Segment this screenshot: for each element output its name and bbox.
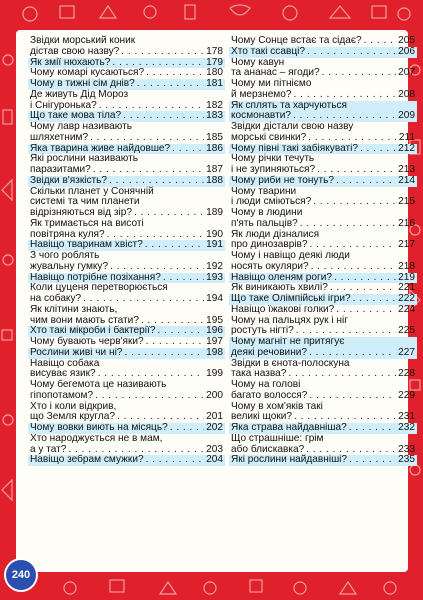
toc-entry-title-line: Чому комарі кусаються? — [30, 67, 145, 79]
dot-leader — [309, 391, 396, 402]
toc-entry-page: 224 — [398, 303, 415, 315]
toc-entry-title-line: жувальну гумку? — [30, 260, 109, 272]
toc-entry — [231, 58, 415, 80]
toc-entry-page: 185 — [206, 131, 223, 143]
dot-leader — [134, 208, 204, 219]
dot-leader — [121, 47, 204, 58]
toc-entry-title-line: відрізняються від зір? — [30, 207, 132, 218]
toc-entry-page: 178 — [206, 45, 223, 57]
toc-entry-title-line: Чому риби не тонуть? — [231, 174, 334, 186]
dot-leader — [170, 423, 204, 434]
toc-entry — [231, 380, 415, 402]
toc-entry — [229, 101, 417, 123]
toc-entry-title-line: Що таке мова тіла? — [30, 110, 122, 122]
toc-entry-title-line: Як клітини знають, — [30, 303, 118, 315]
toc-entry-title-line: Що страшніше: грім — [231, 432, 324, 444]
toc-entry — [229, 47, 417, 58]
toc-entry-page: 213 — [398, 164, 415, 175]
toc-entry — [30, 187, 223, 219]
toc-entry-page: 195 — [206, 314, 223, 326]
dot-leader — [163, 273, 204, 284]
toc-entry-page: 193 — [206, 271, 223, 283]
toc-entry — [30, 402, 223, 424]
toc-entry-title-line: Чому в людини — [231, 207, 303, 218]
toc-entry — [231, 251, 415, 273]
toc-entry-page: 231 — [398, 411, 415, 423]
toc-entry — [28, 176, 225, 187]
dot-leader — [157, 326, 204, 337]
toc-entry-title-line: Звідки дістали свою назву — [231, 121, 354, 132]
toc-entry-title-line: Чому на пальцях рук і ніг — [231, 314, 348, 326]
dot-leader — [336, 305, 396, 316]
toc-entry-title-line: про динозаврів? — [231, 239, 308, 251]
toc-entry — [231, 402, 415, 424]
toc-entry-title-line: гіпопотамом? — [30, 389, 94, 401]
dot-leader — [288, 369, 396, 380]
dot-leader — [146, 455, 205, 466]
toc-entry — [28, 455, 225, 466]
toc-entry-page: 227 — [398, 346, 415, 358]
toc-entry — [28, 348, 225, 359]
toc-entry-title-line: шляхетним? — [30, 131, 89, 143]
toc-entry-title-line: Звідки морський коник — [30, 35, 136, 46]
toc-entry-page: 200 — [206, 389, 223, 401]
toc-entry — [231, 187, 415, 209]
toc-entry-page: 218 — [398, 260, 415, 272]
toc-entry — [30, 154, 223, 176]
toc-entry-title-line: Чому бувають черв'яки? — [30, 336, 144, 347]
toc-entry-title-line: Навіщо собака — [30, 357, 100, 369]
toc-entry — [231, 230, 415, 252]
toc-entry-page: 202 — [206, 422, 223, 433]
toc-entry-title-line: Чому вовки виють на місяць? — [30, 422, 168, 433]
toc-entry-page: 198 — [206, 346, 223, 358]
toc-entry-page: 199 — [206, 368, 223, 380]
toc-entry-title-line: Чому на голові — [231, 379, 301, 390]
toc-entry-page: 201 — [206, 411, 223, 423]
toc-entry — [30, 305, 223, 327]
toc-entry-title-line: великі щоки? — [231, 411, 292, 423]
dot-leader — [307, 47, 396, 58]
dot-leader — [145, 240, 204, 251]
dot-leader — [322, 68, 397, 79]
toc-left-column — [30, 36, 223, 466]
dot-leader — [293, 90, 396, 101]
toc-entry-title-line: Хто і коли відкрив, — [30, 400, 117, 412]
dot-leader — [349, 423, 396, 434]
toc-entry-page: 205 — [398, 35, 415, 46]
toc-entry-title-line: Навіщо зебрам смужки? — [30, 454, 144, 466]
toc-entry-title-line: Хто народжується не в мам, — [30, 432, 163, 444]
toc-entry-title-line: Чому тварини — [231, 185, 297, 197]
toc-entry-title-line: Чому Сонце встає та сідає? — [231, 35, 362, 46]
toc-entry-title-line: Що таке Олімпійські ігри? — [231, 293, 351, 304]
toc-entry-title-line: Скільки планет у Сонячній — [30, 185, 154, 197]
toc-entry-page: 215 — [398, 196, 415, 208]
toc-entry — [231, 122, 415, 144]
toc-entry-page: 191 — [206, 239, 223, 251]
toc-entry-title-line: Як виникають хвилі? — [231, 282, 328, 294]
toc-entry-page: 214 — [398, 174, 415, 186]
toc-entry-page: 222 — [398, 293, 415, 304]
toc-entry-page: 219 — [398, 271, 415, 283]
toc-entry-title-line: або блискавка? — [231, 443, 305, 455]
toc-entry — [30, 359, 223, 381]
dot-leader — [364, 36, 396, 47]
toc-entry-page: 197 — [206, 336, 223, 347]
toc-entry-title-line: та ананас – ягоди? — [231, 67, 320, 79]
toc-entry-page: 221 — [398, 282, 415, 294]
toc-entry-page: 192 — [206, 260, 223, 272]
toc-entry-page: 196 — [206, 325, 223, 337]
toc-entry — [231, 316, 415, 338]
toc-entry-page: 216 — [398, 217, 415, 229]
toc-entry-title-line: Які рослини називають — [30, 153, 139, 165]
toc-right-column — [231, 36, 415, 466]
toc-entry-page: 180 — [206, 67, 223, 79]
toc-entry-page: 179 — [206, 56, 223, 68]
toc-entry-title-line: Навіщо тваринам хвіст? — [30, 239, 143, 251]
dot-leader — [109, 176, 204, 187]
dot-leader — [93, 165, 204, 176]
toc-entry-page: 217 — [398, 239, 415, 251]
toc-entry-page: 183 — [206, 110, 223, 122]
toc-entry — [229, 176, 417, 187]
toc-entry-title-line: Як сплять та харчуються — [231, 99, 347, 111]
toc-entry-page: 186 — [206, 142, 223, 154]
toc-entry-title-line: Чому кавун — [231, 56, 285, 68]
toc-entry-title-line: носять окуляри? — [231, 260, 309, 272]
dot-leader — [146, 337, 204, 348]
toc-entry-title-line: Де живуть Дід Мороз — [30, 88, 129, 100]
toc-entry-page: 209 — [398, 110, 415, 122]
toc-entry-title-line: ростуть нігті? — [231, 325, 294, 337]
toc-entry — [229, 455, 417, 466]
dot-leader — [360, 144, 396, 155]
dot-leader — [300, 219, 396, 230]
toc-entry-title-line: чим вони мають стати? — [30, 314, 139, 326]
toc-entry-title-line: й мерзнемо? — [231, 88, 292, 100]
dot-leader — [313, 197, 396, 208]
dot-leader — [309, 348, 396, 359]
toc-entry-title-line: морські свинки? — [231, 131, 307, 143]
toc-entry-title-line: Хто такі ссавці? — [231, 45, 305, 57]
toc-entry-title-line: Навіщо їжакові голки? — [231, 303, 335, 315]
toc-entry — [30, 90, 223, 112]
toc-entry-title-line: Коли цуценя перетворюється — [30, 282, 168, 294]
toc-entry-page: 232 — [398, 422, 415, 433]
toc-entry-title-line: Хто такі мікроби і бактерії? — [30, 325, 156, 337]
toc-entry — [30, 380, 223, 402]
dot-leader — [334, 273, 396, 284]
toc-entry-title-line: космонавти? — [231, 110, 291, 122]
toc-entry — [30, 36, 223, 58]
toc-entry-title-line: Звідки в єнота-полоскуна — [231, 357, 350, 369]
dot-leader — [123, 111, 204, 122]
toc-entry-page: 187 — [206, 164, 223, 175]
toc-entry-title-line: Як тримається на висоті — [30, 217, 144, 229]
toc-entry — [231, 305, 415, 316]
toc-entry — [231, 434, 415, 456]
toc-entry — [231, 208, 415, 230]
toc-entry-page: 182 — [206, 99, 223, 111]
toc-entry-page: 228 — [398, 368, 415, 380]
toc-entry-page: 189 — [206, 207, 223, 218]
toc-entry — [229, 337, 417, 359]
toc-entry-page: 194 — [206, 293, 223, 304]
toc-entry-title-line: на собаку? — [30, 293, 82, 304]
toc-entry — [231, 154, 415, 176]
toc-entry-page: 206 — [398, 45, 415, 57]
dot-leader — [311, 262, 397, 273]
toc-entry-title-line: Як люди дізналися — [231, 228, 320, 240]
toc-entry-title-line: така назва? — [231, 368, 287, 380]
toc-entry-title-line: Чому ми пітніємо — [231, 78, 312, 89]
toc-entry-title-line: і люди сміються? — [231, 196, 312, 208]
toc-entry-title-line: Навіщо оленям роги? — [231, 271, 332, 283]
toc-entry-title-line: що Земля кругла? — [30, 411, 115, 423]
toc-entry-title-line: Чому річки течуть — [231, 153, 315, 165]
toc-entry-title-line: Чому бегемота це називають — [30, 379, 167, 390]
dot-leader — [308, 133, 397, 144]
toc-entry-title-line: Чому півні такі забіякуваті? — [231, 142, 358, 154]
toc-entry — [30, 251, 223, 273]
dot-leader — [172, 144, 204, 155]
toc-entry-title-line: дістав свою назву? — [30, 45, 120, 57]
toc-entry-title-line: Чому і навіщо деякі люди — [231, 250, 350, 261]
toc-entry — [30, 122, 223, 144]
toc-entry — [231, 79, 415, 101]
toc-entry-page: 225 — [398, 325, 415, 337]
toc-entry-title-line: системі та чим планети — [30, 196, 140, 208]
toc-entry-title-line: і не зупиняються? — [231, 164, 316, 175]
toc-entry-title-line: Яка страва найдавніша? — [231, 422, 347, 433]
toc-entry-title-line: і Снігуронька? — [30, 99, 97, 111]
toc-entry-title-line: Рослини живі чи ні? — [30, 346, 123, 358]
dot-leader — [146, 68, 204, 79]
dot-leader — [95, 391, 204, 402]
toc-entry-title-line: паразитами? — [30, 164, 91, 175]
toc-entry-title-line: Чому в хом'яків такі — [231, 400, 323, 412]
toc-entry-title-line: Чому лавр називають — [30, 121, 132, 132]
dot-leader — [90, 133, 204, 144]
dot-leader — [349, 455, 396, 466]
dot-leader — [124, 348, 204, 359]
dot-leader — [110, 262, 204, 273]
toc-entry-page: 181 — [206, 78, 223, 89]
toc-entry-page: 235 — [398, 454, 415, 466]
toc-entry-page: 207 — [398, 67, 415, 79]
toc-entry-title-line: повітряна куля? — [30, 228, 105, 240]
toc-entry-title-line: Чому в тижні сім днів? — [30, 78, 135, 89]
toc-entry — [30, 219, 223, 241]
toc-entry-title-line: а у тат? — [30, 443, 67, 455]
toc-entry-page: 208 — [398, 88, 415, 100]
dot-leader — [336, 176, 396, 187]
toc-entry-title-line: Звідки в'язкість? — [30, 174, 108, 186]
toc-entry-page: 211 — [398, 131, 415, 143]
toc-entry-page: 233 — [398, 443, 415, 455]
toc-entry-title-line: п'ять пальців? — [231, 217, 298, 229]
toc-entry-title-line: Навіщо потрібне позіхання? — [30, 271, 161, 283]
toc-entry-title-line: висуває язик? — [30, 368, 96, 380]
page-number-badge: 240 — [6, 560, 36, 590]
dot-leader — [353, 294, 396, 305]
toc-entry-page: 188 — [206, 174, 223, 186]
toc-entry-page: 229 — [398, 389, 415, 401]
toc-entry-title-line: З чого роблять — [30, 250, 100, 261]
toc-entry-title-line: Які рослини найдавніші? — [231, 454, 348, 466]
toc-entry — [30, 283, 223, 305]
toc-entry-page: 203 — [206, 443, 223, 455]
toc-entry-title-line: багато волосся? — [231, 389, 308, 401]
toc-entry-title-line: деякі речовини? — [231, 346, 308, 358]
toc-entry-page: 190 — [206, 228, 223, 240]
toc-entry-page: 212 — [398, 142, 415, 154]
toc-entry — [231, 359, 415, 381]
toc-entry-title-line: Яка тварина живе найдовше? — [30, 142, 171, 154]
toc-entry-page: 204 — [206, 454, 223, 466]
toc-entry-title-line: Як змії нюхають? — [30, 56, 111, 68]
toc-entry-title-line: Чому магніт не притягує — [231, 336, 345, 347]
dot-leader — [137, 79, 204, 90]
toc-entry — [30, 434, 223, 456]
